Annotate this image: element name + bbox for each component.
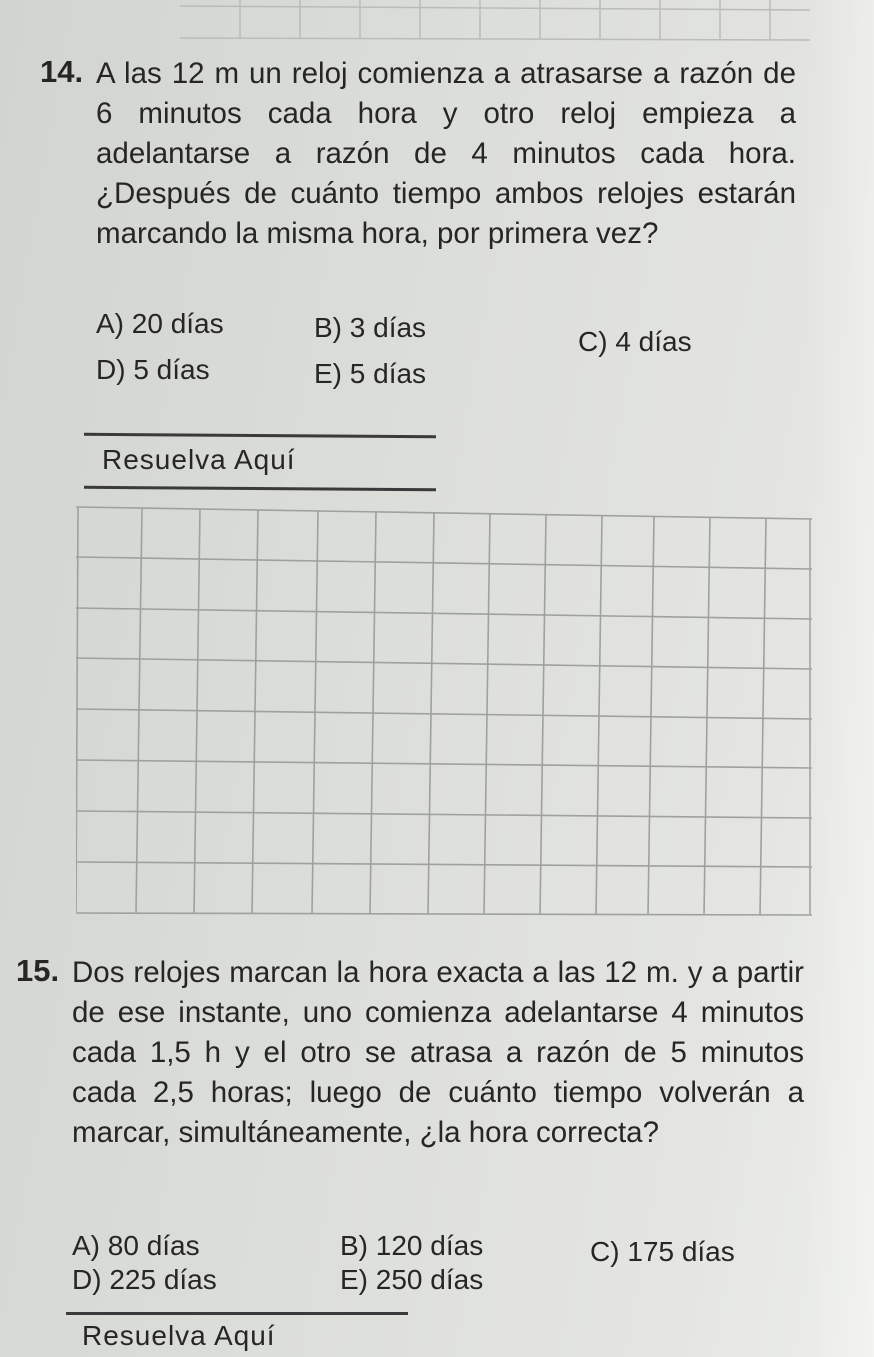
work-area-label: Resuelva Aquí [102, 444, 296, 475]
divider-line [84, 433, 436, 438]
option-b: B) 3 días [314, 312, 427, 343]
question-text: Dos relojes marcan la hora exacta a las 12 m. y a partir de ese instante, uno comienza adelantarse 4 minutos cada 1,5 h y el otro se atrasa a razón de 5 minutos cada 2,5 horas; luego de cuánto tiempo volverán a marcar, simultáneamente, ¿la hora correcta? [72, 956, 804, 1149]
page-edge-shading [804, 0, 874, 1357]
divider-line [84, 486, 436, 491]
option-d: D) 5 días [96, 354, 210, 385]
option-b: B) 120 días [340, 1230, 484, 1261]
work-area-label: Resuelva Aquí [82, 1320, 276, 1351]
option-e: E) 5 días [314, 358, 427, 389]
option-c: C) 175 días [590, 1236, 735, 1267]
option-e: E) 250 días [340, 1264, 484, 1295]
option-c: C) 4 días [578, 326, 692, 357]
option-a: A) 20 días [96, 308, 224, 339]
work-grid [76, 505, 812, 917]
divider-line [66, 1312, 408, 1315]
question-number: 15. [16, 953, 60, 988]
question-number: 14. [40, 54, 84, 89]
question-text: A las 12 m un reloj comienza a atrasarse a razón de 6 minutos cada hora y otro reloj empieza a adelantarse a razón de 4 minutos cada hora. ¿Después de cuánto tiempo ambos relojes estarán marcando la misma hora, por primera vez? [96, 57, 796, 250]
option-a: A) 80 días [72, 1230, 200, 1261]
option-d: D) 225 días [72, 1264, 217, 1295]
top-grid-remnant [180, 0, 810, 42]
